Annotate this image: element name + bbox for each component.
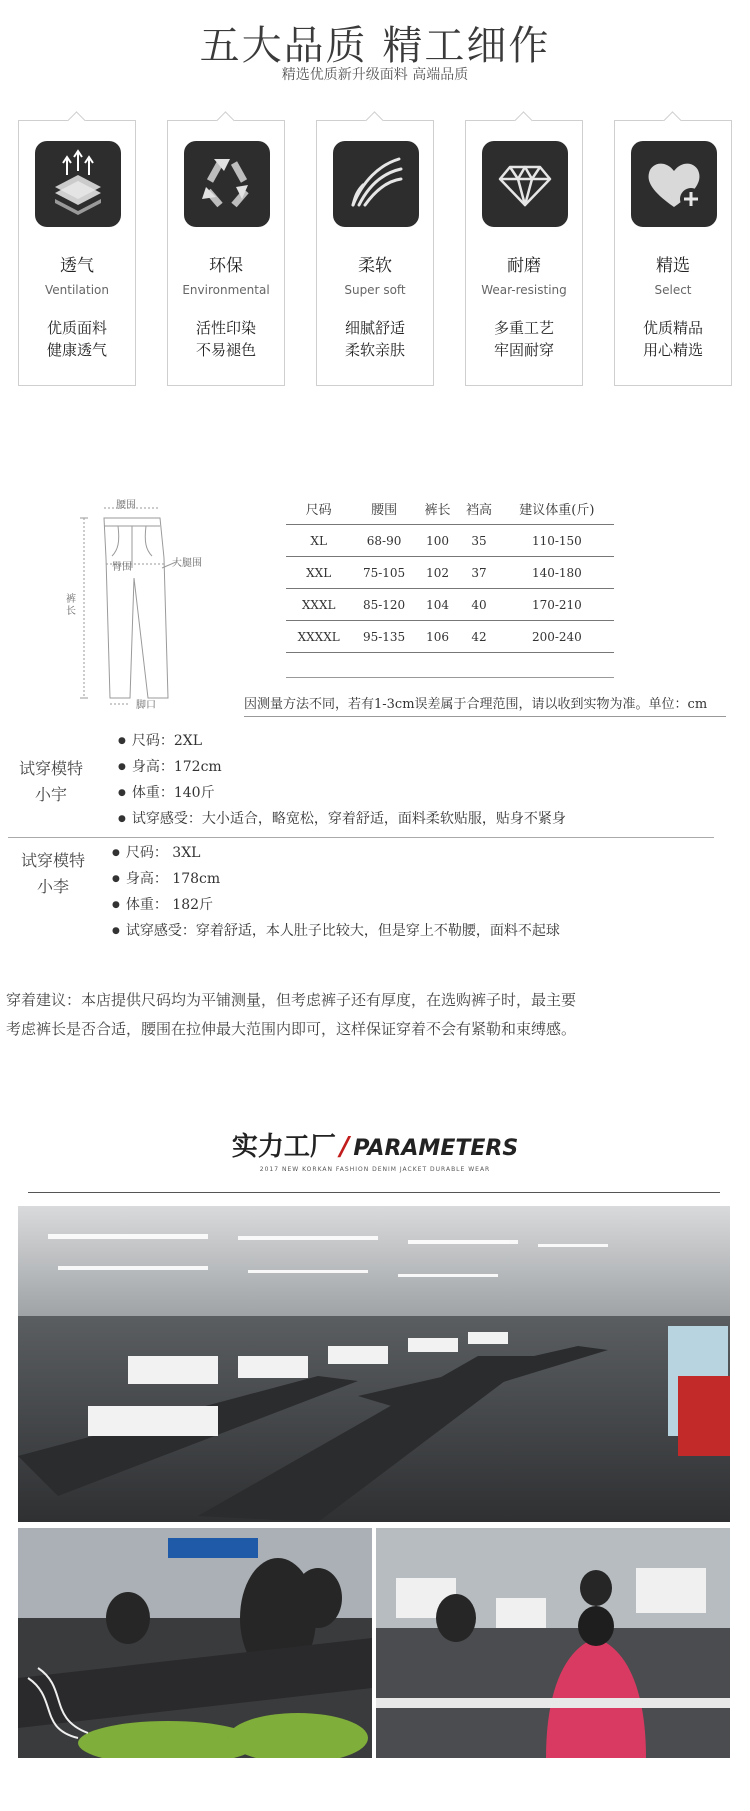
column-header: 裤长: [424, 502, 451, 518]
feature-title: 环保: [209, 256, 243, 276]
workers-photo-right: [376, 1528, 730, 1758]
pants-size-diagram: [64, 498, 214, 711]
model-label-name: 小李: [36, 877, 69, 896]
table-header-row: [286, 492, 614, 525]
feature-desc-line2: 不易褪色: [195, 341, 256, 359]
recycle-icon: [184, 141, 270, 227]
factory-title-slash: /: [339, 1132, 350, 1162]
factory-floor-photo: [18, 1206, 730, 1522]
table-cell: 42: [458, 621, 499, 653]
model-spec-item: ● 试穿感受：大小适合，略宽松，穿着舒适，面料柔软贴服，贴身不紧身: [118, 808, 566, 828]
divider: [244, 716, 726, 717]
table-cell: 75-105: [351, 557, 416, 589]
table-cell: 200-240: [500, 621, 614, 653]
diamond-icon: [482, 141, 568, 227]
feature-desc-line1: 细腻舒适: [344, 319, 405, 337]
table-cell: 95-135: [351, 621, 416, 653]
workers-photo-left: [18, 1528, 372, 1758]
table-cell: 106: [417, 621, 458, 653]
feature-subtitle-en: Select: [654, 283, 692, 297]
divider: [8, 837, 714, 838]
table-cell: 102: [417, 557, 458, 589]
feature-cards: [18, 120, 732, 388]
table-cell: 37: [458, 557, 499, 589]
feature-card-ventilation: [18, 120, 136, 386]
model-label: [8, 848, 98, 900]
layers-arrows-icon: [35, 141, 121, 227]
hem-label: 脚口: [136, 700, 156, 711]
feature-subtitle-en: Environmental: [182, 283, 270, 297]
factory-title: [0, 1126, 750, 1163]
table-cell: 85-120: [351, 589, 416, 621]
table-cell: 68-90: [351, 525, 416, 557]
feature-card-environmental: [167, 120, 285, 386]
table-cell: 110-150: [500, 525, 614, 557]
thigh-label: 大腿围: [172, 558, 202, 569]
feather-icon: [333, 141, 419, 227]
table-cell: 40: [458, 589, 499, 621]
advice-line: 考虑裤长是否合适，腰围在拉伸最大范围内即可，这样保证穿着不会有紧勒和束缚感。: [6, 1020, 577, 1038]
advice-line: 穿着建议：本店提供尺码均为平铺测量，但考虑裤子还有厚度，在选购裤子时，最主要: [6, 991, 577, 1009]
table-row: [286, 621, 614, 653]
table-row: [286, 589, 614, 621]
model-spec-item: ● 体重：140斤: [118, 782, 215, 802]
table-cell: 35: [458, 525, 499, 557]
feature-desc-line1: 优质精品: [642, 319, 703, 337]
table-cell: XXL: [286, 557, 351, 589]
model-spec-item: ● 身高：172cm: [118, 756, 222, 776]
model-spec-item: ● 试穿感受：穿着舒适，本人肚子比较大，但是穿上不勒腰，面料不起球: [112, 920, 560, 940]
table-cell: XXXL: [286, 589, 351, 621]
feature-title: 耐磨: [507, 256, 541, 276]
table-cell: 140-180: [500, 557, 614, 589]
model-spec-item: ● 尺码：2XL: [118, 730, 202, 750]
column-header: 建议体重(斤): [519, 502, 595, 518]
factory-title-en: PARAMETERS: [353, 1136, 519, 1161]
feature-card-select: [614, 120, 732, 386]
feature-desc-line2: 牢固耐穿: [493, 341, 554, 359]
model-label-title: 试穿模特: [18, 759, 83, 778]
length-label: 裤长: [66, 594, 76, 617]
feature-desc-line2: 用心精选: [642, 341, 703, 359]
model-label-title: 试穿模特: [20, 851, 85, 870]
feature-card-wear: [465, 120, 583, 386]
column-header: 尺码: [305, 502, 332, 518]
table-cell: 170-210: [500, 589, 614, 621]
factory-title-cn: 实力工厂: [231, 1132, 336, 1162]
feature-desc-line1: 活性印染: [195, 319, 256, 337]
column-header: 腰围: [371, 502, 398, 518]
divider: [28, 1192, 720, 1193]
section-title: 五大品质 精工细作: [199, 23, 551, 69]
feature-subtitle-en: Super soft: [344, 283, 406, 297]
factory-subtitle: 2017 NEW KORKAN FASHION DENIM JACKET DURABLE WEAR: [259, 1166, 491, 1173]
table-row: [286, 557, 614, 589]
feature-title: 透气: [60, 256, 94, 276]
feature-subtitle-en: Ventilation: [45, 283, 109, 297]
table-cell: XL: [286, 525, 351, 557]
table-cell: 100: [417, 525, 458, 557]
waist-label: 腰围: [116, 500, 136, 511]
table-cell: 104: [417, 589, 458, 621]
wearing-advice: [6, 986, 746, 1044]
column-header: 裆高: [466, 502, 493, 518]
heart-plus-icon: [631, 141, 717, 227]
table-cell: XXXXL: [286, 621, 351, 653]
model-spec-item: ● 体重： 182斤: [112, 894, 213, 914]
size-note: 因测量方法不同，若有1-3cm误差属于合理范围，请以收到实物为准。单位：cm: [244, 697, 708, 712]
feature-title: 柔软: [358, 256, 392, 276]
feature-subtitle-en: Wear-resisting: [481, 283, 567, 297]
model-spec-item: ● 尺码： 3XL: [112, 842, 200, 862]
feature-desc-line1: 优质面料: [46, 319, 107, 337]
model-label-name: 小宇: [34, 785, 67, 804]
size-table: [286, 492, 614, 653]
section-subtitle: 精选优质新升级面料 高端品质: [281, 67, 469, 83]
divider: [286, 677, 614, 678]
model-label: [6, 756, 96, 808]
feature-desc-line2: 柔软亲肤: [344, 341, 405, 359]
feature-desc-line2: 健康透气: [46, 341, 107, 359]
feature-card-soft: [316, 120, 434, 386]
feature-desc-line1: 多重工艺: [493, 319, 554, 337]
hip-label: 臀围: [112, 562, 132, 573]
model-spec-item: ● 身高： 178cm: [112, 868, 220, 888]
feature-title: 精选: [656, 256, 690, 276]
table-row: [286, 525, 614, 557]
